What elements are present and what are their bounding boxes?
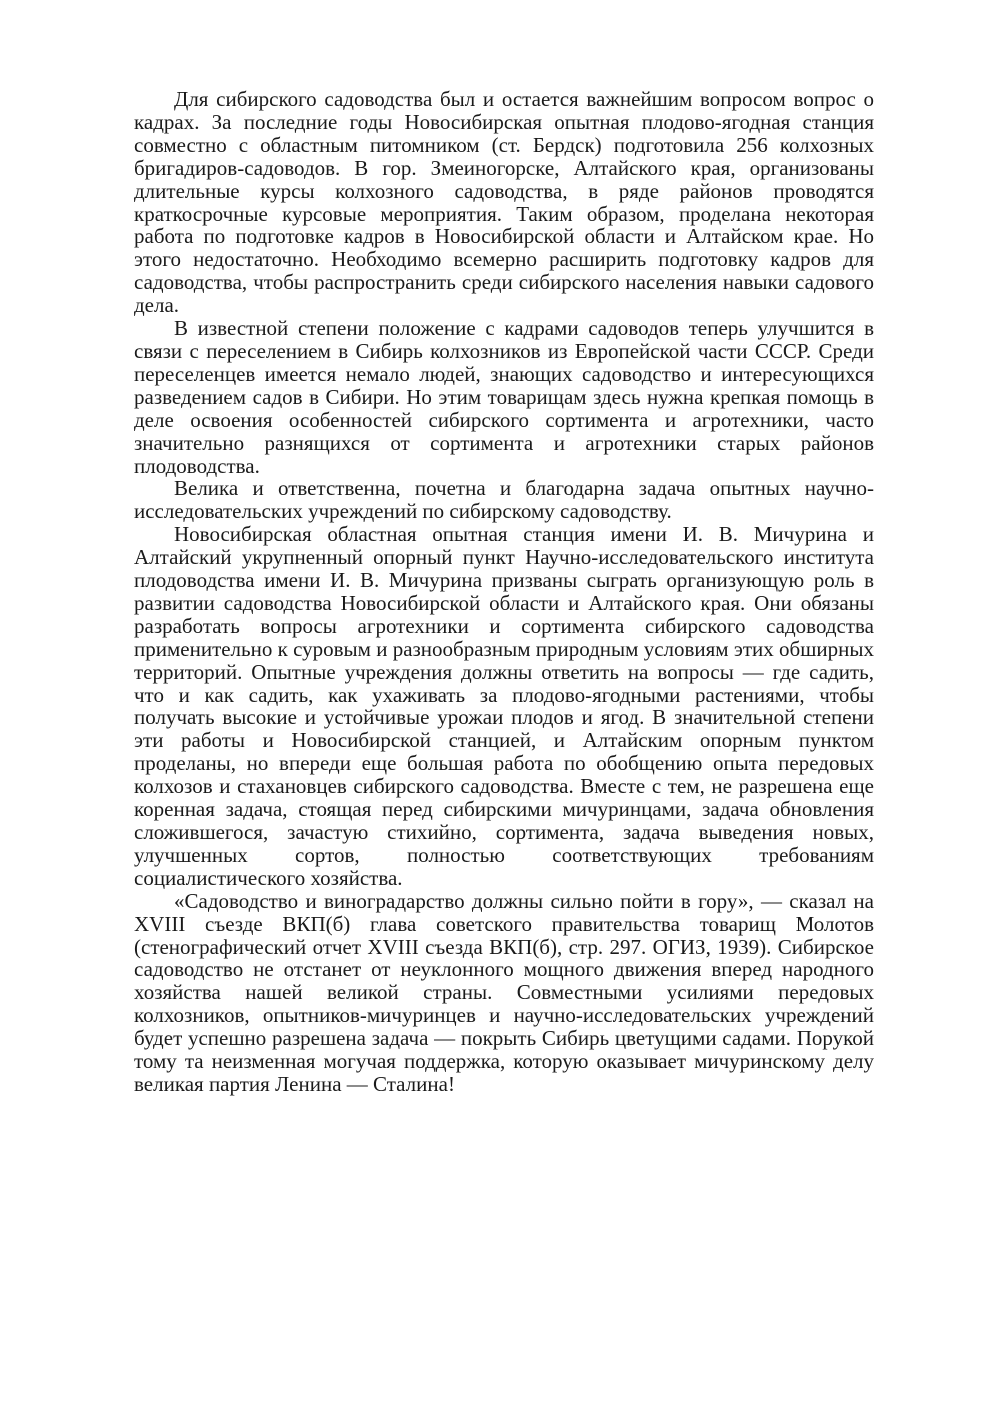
paragraph-cadres: Для сибирского садоводства был и остается важнейшим вопросом вопрос о кадрах. За последние годы Новосибирская опытная плодово-ягодная станция совместно с областным питомником (ст. Бердск) подготовила 256 колхозных бригадиров-садоводов. В гор. Змеиногорске, Алтайского края, организованы длительные курсы колхозного садоводства, в ряде районов проводятся краткосрочные курсовые мероприятия. Таким образом, проделана некоторая работа по подготовке кадров в Новосибирской области и Алтайском крае. Но этого недостаточно. Необходимо всемерно расширить подготовку кадров для садоводства, чтобы распространить среди сибирского населения навыки садового дела. — [134, 87, 874, 318]
paragraph-research-task: Велика и ответственна, почетна и благодарна задача опытных научно-исследовательских учреждений по сибирскому садоводству. — [134, 476, 874, 524]
paragraph-resettlement: В известной степени положение с кадрами садоводов теперь улучшится в связи с переселением в Сибирь колхозников из Европейской части СССР. Среди переселенцев имеется немало людей, знающих садоводство и интересующихся разведением садов в Сибири. Но этим товарищам здесь нужна крепкая помощь в деле освоения особенностей сибирского сортимента и агротехники, часто значительно разнящихся от сортимента и агротехники старых районов плодоводства. — [134, 316, 874, 478]
paragraph-experimental-stations: Новосибирская областная опытная станция имени И. В. Мичурина и Алтайский укрупненный опорный пункт Научно-исследовательского института плодоводства имени И. В. Мичурина призваны сыграть организующую роль в развитии садоводства Новосибирской области и Алтайского края. Они обязаны разработать вопросы агротехники и сортимента сибирского садоводства применительно к суровым и разнообразным природным условиям этих обширных территорий. Опытные учреждения должны ответить на вопросы — где садить, что и как садить, как ухаживать за плодово-ягодными растениями, чтобы получать высокие и устойчивые урожаи плодов и ягод. В значительной степени эти работы и Новосибирской станцией, и Алтайским опорным пунктом проделаны, но впереди еще большая работа по обобщению опыта передовых колхозов и стахановцев сибирского садоводства. Вместе с тем, не разрешена еще коренная задача, стоящая перед сибирскими мичуринцами, задача обновления сложившегося, зачастую стихийно, сортимента, задача выведения новых, улучшенных сортов, полностью соответствующих требованиям социалистического хозяйства. — [134, 522, 874, 890]
document-page — [134, 88, 874, 1096]
paragraph-conclusion: «Садоводство и виноградарство должны сильно пойти в гору», — сказал на XVIII съезде ВКП(б) глава советского правительства товарищ Молотов (стенографический отчет XVIII съезда ВКП(б), стр. 297. ОГИЗ, 1939). Сибирское садоводство не отстанет от неуклонного мощного движения вперед народного хозяйства нашей великой страны. Совместными усилиями передовых колхозников, опытников-мичуринцев и научно-исследовательских учреждений будет успешно разрешена задача — покрыть Сибирь цветущими садами. Порукой тому та неизменная могучая поддержка, которую оказывает мичуринскому делу великая партия Ленина — Сталина! — [134, 888, 874, 1096]
